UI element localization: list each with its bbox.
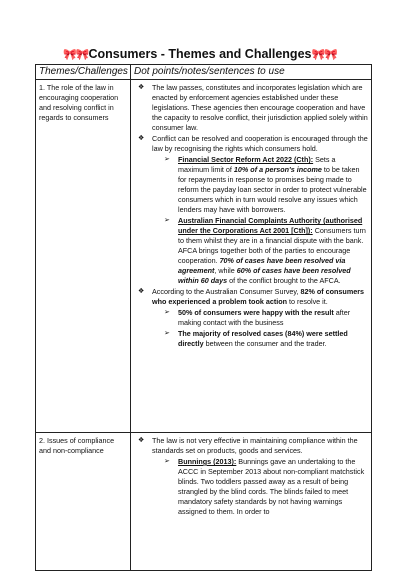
header-points: Dot points/notes/sentences to use xyxy=(131,65,372,80)
list-item: ❖ Conflict can be resolved and cooperation is encouraged through the law by recognising the rights which consumers hold. xyxy=(138,134,368,153)
arrow-bullet-icon: ➢ xyxy=(164,156,170,163)
diamond-bullet-icon: ❖ xyxy=(138,437,145,444)
table-header-row xyxy=(36,65,372,80)
diamond-bullet-icon: ❖ xyxy=(138,84,145,91)
sub-list-item: ➢ Australian Financial Complaints Authority (authorised under the Corporations Act 2001 [Cth]): Consumers turn to them whilst they are in a financial dispute with the bank. AFCA brings together both of the parties to encourage cooperation. 70% of cases have been resolved via agreement, while 60% of cases have been resolved within 60 days of the conflict brought to the AFCA. xyxy=(164,216,366,285)
diamond-bullet-icon: ❖ xyxy=(138,135,145,142)
arrow-bullet-icon: ➢ xyxy=(164,330,170,337)
points-cell xyxy=(131,433,372,571)
table-row xyxy=(36,433,372,571)
list-item: ❖ The law is not very effective in maintaining compliance within the standards set on products, goods and services. xyxy=(138,436,358,455)
diamond-bullet-icon: ❖ xyxy=(138,288,145,295)
page-title-text: Consumers - Themes and Challenges xyxy=(88,47,312,61)
ribbon-bow-icon-left: 🎀🎀 xyxy=(63,49,89,61)
sub-list-item: ➢ The majority of resolved cases (84%) were settled directly between the consumer and the trader. xyxy=(164,329,348,348)
arrow-bullet-icon: ➢ xyxy=(164,217,170,224)
sub-list-item: ➢ Bunnings (2013): Bunnings gave an undertaking to the ACCC in September 2013 about non-compliant matchstick blinds. Two toddlers passed away as a result of being strangled by the blind cords. The blinds failed to meet mandatory safety standards by not having warnings assigned to them. In order to xyxy=(164,457,365,516)
ribbon-bow-icon-right: 🎀🎀 xyxy=(311,49,337,61)
table-row xyxy=(36,80,372,433)
theme-cell: 1. The role of the law in encouraging cooperation and resolving conflict in regards to consumers xyxy=(36,80,131,433)
header-themes: Themes/Challenges xyxy=(36,65,131,80)
arrow-bullet-icon: ➢ xyxy=(164,458,170,465)
themes-table xyxy=(35,64,372,571)
list-item: ❖ According to the Australian Consumer Survey, 82% of consumers who experienced a problem took action to resolve it. xyxy=(138,287,364,306)
arrow-bullet-icon: ➢ xyxy=(164,309,170,316)
theme-cell: 2. Issues of compliance and non-compliance xyxy=(36,433,131,571)
sub-list-item: ➢ 50% of consumers were happy with the result after making contact with the business xyxy=(164,308,351,327)
sub-list-item: ➢ Financial Sector Reform Act 2022 (Cth): Sets a maximum limit of 10% of a person's income to be taken for repayments in response to promises being made to reform the payday loan sector in order to protect vulnerable consumers which in turn would resolve any issues which lenders may have with borrowers. xyxy=(164,155,367,214)
points-cell xyxy=(131,80,372,433)
list-item: ❖ The law passes, constitutes and incorporates legislation which are enacted by enforcement agencies established under these legislations. These agencies then encourage cooperation and have the capacity to resolve conflict, their jurisdiction applied solely within consumer law. xyxy=(138,83,368,132)
page-title xyxy=(0,47,400,61)
